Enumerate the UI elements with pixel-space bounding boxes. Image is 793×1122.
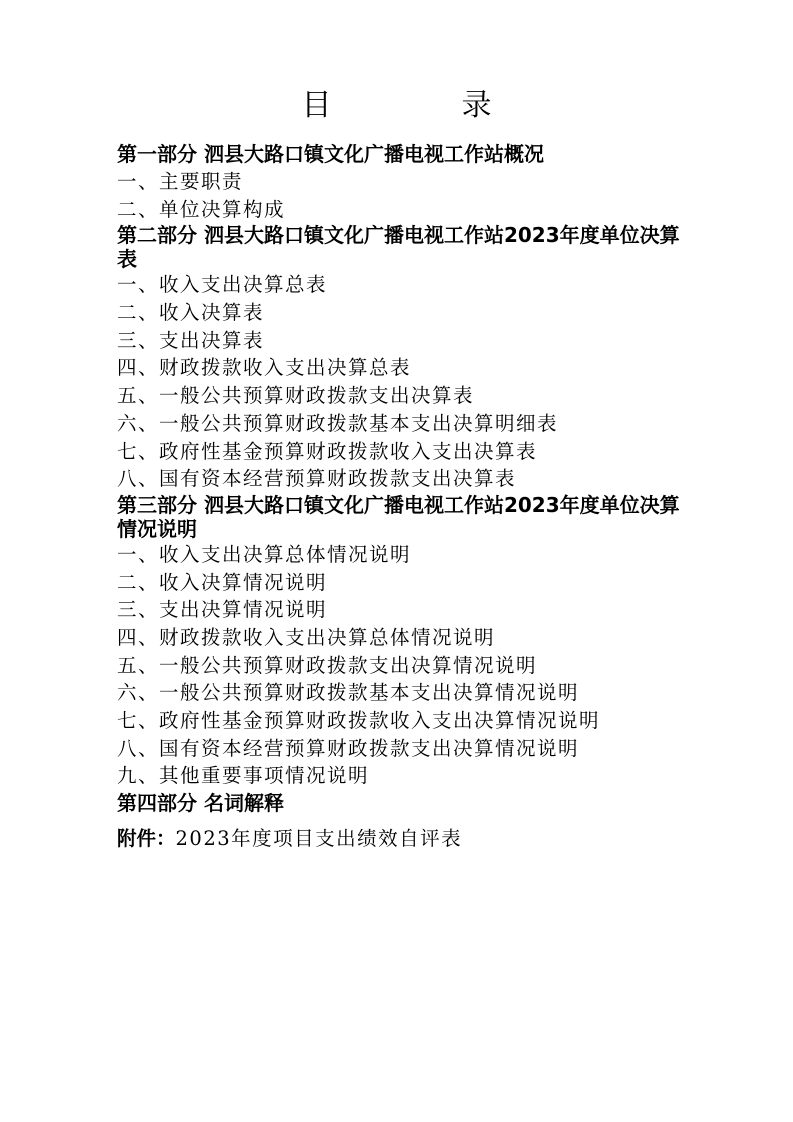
toc-item: 二、单位决算构成 <box>117 197 286 221</box>
toc-item: 二、收入决算情况说明 <box>117 570 328 594</box>
toc-item: 六、一般公共预算财政拨款基本支出决算情况说明 <box>117 681 580 705</box>
toc-item: 一、收入支出决算总体情况说明 <box>117 542 412 566</box>
toc-item: 三、支出决算表 <box>117 328 265 352</box>
toc-part-heading: 第三部分 泗县大路口镇文化广播电视工作站2023年度单位决算情况说明 <box>117 492 680 541</box>
toc-item: 八、国有资本经营预算财政拨款支出决算情况说明 <box>117 736 580 760</box>
attachment-line <box>117 825 687 853</box>
toc-item: 九、其他重要事项情况说明 <box>117 764 370 788</box>
attachment-text: 2023年度项目支出绩效自评表 <box>175 827 463 851</box>
toc-part-heading: 第四部分 名词解释 <box>117 791 284 816</box>
toc-item: 三、支出决算情况说明 <box>117 598 328 622</box>
toc-item: 一、收入支出决算总表 <box>117 273 328 297</box>
toc-part-heading: 第二部分 泗县大路口镇文化广播电视工作站2023年度单位决算表 <box>117 223 680 272</box>
toc-item: 五、一般公共预算财政拨款支出决算情况说明 <box>117 653 538 677</box>
table-of-contents <box>117 141 687 853</box>
toc-item: 五、一般公共预算财政拨款支出决算表 <box>117 384 475 408</box>
toc-item: 六、一般公共预算财政拨款基本支出决算明细表 <box>117 411 559 435</box>
toc-item: 八、国有资本经营预算财政拨款支出决算表 <box>117 467 517 491</box>
toc-item: 四、财政拨款收入支出决算总表 <box>117 356 412 380</box>
toc-item: 二、收入决算表 <box>117 301 265 325</box>
toc-item: 一、主要职责 <box>117 170 244 193</box>
toc-item: 七、政府性基金预算财政拨款收入支出决算情况说明 <box>117 709 601 732</box>
toc-item: 四、财政拨款收入支出决算总体情况说明 <box>117 625 496 649</box>
page-title: 目 录 <box>301 88 542 123</box>
toc-item: 七、政府性基金预算财政拨款收入支出决算表 <box>117 439 538 463</box>
attachment-label: 附件： <box>117 827 176 851</box>
toc-part-heading: 第一部分 泗县大路口镇文化广播电视工作站概况 <box>117 142 544 166</box>
